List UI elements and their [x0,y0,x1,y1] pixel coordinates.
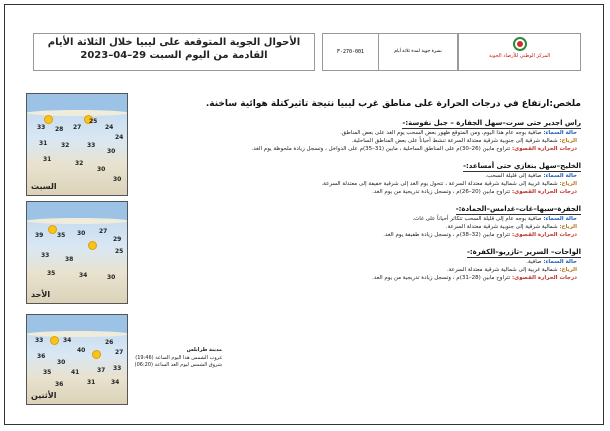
bulletin-page [26,29,581,405]
temp-label: 36 [55,381,64,388]
temp-label: 29 [113,236,122,243]
temp-label: 39 [35,232,44,239]
wind-line [134,180,577,188]
region-east [134,153,581,196]
temp-label: 33 [113,365,122,372]
region-title: راس اجدير حتى سرت–سهل الجفارة – جبل نفوسة:- [402,119,581,127]
organization-box [458,33,581,71]
temp-label: 34 [111,379,120,386]
temp-label: 24 [105,124,114,131]
temp-text: تتراوح مابين (28–31)م ، وتسجل زيادة تدريجية من يوم الغد. [372,275,511,281]
temp-label: 41 [71,369,80,376]
forecast-map-saturday [26,93,128,196]
sky-line [134,215,577,223]
temp-label: 31 [43,156,52,163]
temp-label: 31 [39,140,48,147]
wind-line [134,266,577,274]
temp-label: 33 [37,124,46,131]
wind-line [134,137,577,145]
sun-times-city: مدينة طرابلس [186,347,222,353]
sky-label: حالة السماء: [543,130,577,136]
temp-label: 27 [99,228,108,235]
title-line-1: الأحوال الجوية المتوقعة على ليبيا خلال الثلاثة الأيام [47,37,301,48]
wind-text: شمالية شرقية إلى جنوبية شرقية معتدلة السرعة تنشط أحياناً على بعض المناطق الساحلية. [351,138,558,144]
temp-label: 31 [87,379,96,386]
sun-icon [45,116,52,123]
temp-label: 36 [37,353,46,360]
wind-label: الرياح: [559,267,577,273]
wind-line [134,223,577,231]
sun-icon [49,226,56,233]
sky-label: حالة السماء: [543,173,577,179]
temp-label: 35 [57,232,66,239]
forecast-text [134,93,581,405]
temp-text: تتراوح مابين (32–38)م ، وتسجل زيادة طفيفة يوم الغد. [383,232,511,238]
temp-text: تتراوح مابين (26–30)م على المناطق الساحلية ، مابين (31–35)م على الدواخل ، وتسجل زيادة ملحوظة يوم الغد. [251,146,511,152]
map-day-label: الأحد [31,290,51,299]
temp-text: تتراوح مابين (20–26)م ، وتسجل زيادة تدريجية من يوم الغد. [372,189,511,195]
region-south [134,196,581,239]
wind-text: شمالية غربية إلى شمالية شرقية معتدلة السرعة. [446,267,558,273]
sky-line [134,129,577,137]
region-oases [134,239,581,282]
temp-label: 28 [55,126,64,133]
bulletin-name: نشرة جوية لمدة ثلاثة أيام [378,33,458,71]
wind-text: شمالية غربية إلى شمالية شرقية معتدلة السرعة ، تتحول يوم الغد إلى شرقية خفيفة إلى معتدلة السرعة. [321,181,558,187]
wind-label: الرياح: [559,138,577,144]
region-title: الخليج–سهل بنغازي حتى أمساعد:- [463,162,581,170]
forecast-map-sunday [26,201,128,304]
sun-icon [93,351,100,358]
temp-label: 33 [87,142,96,149]
title-line-2: القادمة من اليوم السبت 29–04–2023 [80,50,268,61]
temp-label: درجات الحرارة القصوى: [511,189,577,195]
temp-label: 38 [65,256,74,263]
temp-label: 27 [73,124,82,131]
temp-label: 30 [77,230,86,237]
temp-label: 25 [115,248,124,255]
temp-label: 30 [97,166,106,173]
temp-line [134,231,577,239]
sky-text: صافية. [526,259,542,265]
temp-label: 30 [107,274,116,281]
wind-label: الرياح: [559,224,577,230]
met-center-logo-icon [513,37,527,51]
temp-label: 37 [97,367,106,374]
sunset-time: غروب الشمس هذا اليوم الساعة (19:46) [135,354,222,361]
temp-label: 26 [105,339,114,346]
sky-text: صافية بوجه عام إلى قليلة السحب تتكاثر أحياناً على غات. [412,216,542,222]
form-code: F-270-001 [322,33,379,71]
temp-label: 35 [43,369,52,376]
temp-label: 25 [89,118,98,125]
temp-label: 33 [35,337,44,344]
temp-label: 27 [115,349,124,356]
sun-icon [89,242,96,249]
title-box [33,33,315,71]
temp-label: 35 [47,270,56,277]
sky-text: صافية بوجه عام هذا اليوم، ومن المتوقع ظهور بعض السحب يوم الغد على بعض المناطق. [340,130,542,136]
temp-label: 40 [77,347,86,354]
sky-line [134,172,577,180]
forecast-summary: ملخص:ارتفاع في درجات الحرارة على مناطق غرب ليبيا نتيجة تاثيركتلة هوائية ساخنة. [205,99,581,109]
temp-line [134,145,577,153]
sunrise-time: شروق الشمس ليوم الغد الساعة (06:20) [134,362,222,368]
sky-text: صافية إلى قليلة السحب. [485,173,542,179]
temp-label: 32 [61,142,70,149]
temp-label: 32 [75,160,84,167]
map-day-label: الأثنين [31,391,57,400]
bulletin-header [26,29,581,73]
temp-line [134,274,577,282]
region-title: الجفرة–سبها–غات–غدامس–الحمادة:- [455,205,581,213]
temp-label: درجات الحرارة القصوى: [511,232,577,238]
organization-name: المركز الوطني للأرصاد الجوية [488,53,551,59]
sun-icon [51,337,58,344]
temp-label: 30 [57,359,66,366]
wind-label: الرياح: [559,181,577,187]
sky-line [134,258,577,266]
temp-line [134,188,577,196]
sky-label: حالة السماء: [543,259,577,265]
coastline [27,110,128,116]
temp-label: درجات الحرارة القصوى: [511,275,577,281]
wind-text: شمالية شرقية إلى جنوبية شرقية معتدلة السرعة. [445,224,558,230]
temp-label: 33 [41,252,50,259]
sky-label: حالة السماء: [543,216,577,222]
temp-label: 34 [79,272,88,279]
temp-label: 34 [63,337,72,344]
map-day-label: السبت [31,182,57,191]
region-west [134,110,581,153]
region-title: الواحات– السرير –تازربو–الكفرة:- [466,248,581,256]
temp-label: درجات الحرارة القصوى: [511,146,577,152]
temp-label: 24 [115,134,124,141]
forecast-map-monday [26,314,128,405]
coastline [27,218,128,224]
temp-label: 30 [107,148,116,155]
temp-label: 30 [113,176,122,183]
